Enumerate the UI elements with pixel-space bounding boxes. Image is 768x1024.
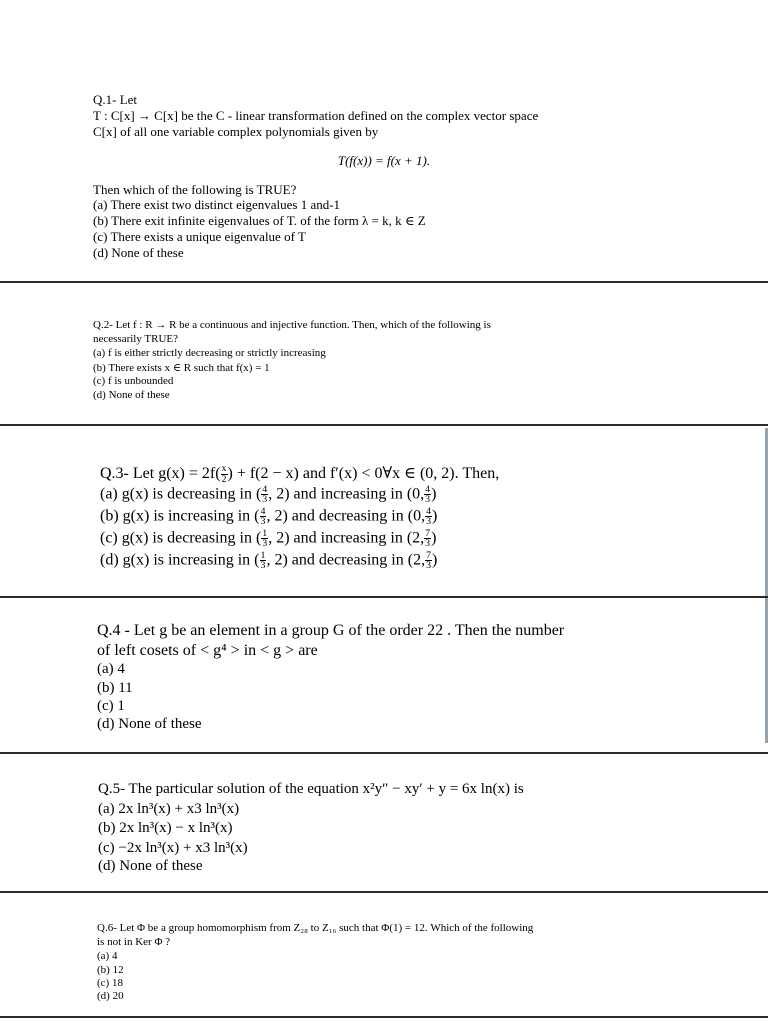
q6-line-2: is not in Ker Φ ? <box>97 936 171 948</box>
q3-stem-part-1: Q.3- Let g(x) = 2f( <box>100 465 221 482</box>
q3-option-c <box>100 529 436 549</box>
q2-option-b: (b) There exists x ∈ R such that f(x) = 1 <box>93 362 270 374</box>
numerator: 4 <box>260 506 266 517</box>
q1-prompt: Then which of the following is TRUE? <box>93 182 297 197</box>
q4-option-a: (a) 4 <box>97 661 125 677</box>
q1-option-b: (b) There exit infinite eigenvalues of T. of the form λ = k, k ∈ Z <box>93 213 426 228</box>
numerator: 4 <box>262 484 268 495</box>
q2-option-d: (d) None of these <box>93 389 170 401</box>
divider-4 <box>0 752 768 754</box>
q3-d-text-2: , 2) and decreasing in (2, <box>266 551 426 569</box>
divider-2 <box>0 424 768 426</box>
denominator: 3 <box>260 516 266 528</box>
divider-5 <box>0 891 768 893</box>
q3-c-text-2: , 2) and increasing in (2, <box>268 529 425 547</box>
q2-option-c: (c) f is unbounded <box>93 375 174 387</box>
q3-b-text-3: ) <box>432 507 438 525</box>
q2-line-1: Q.2- Let f : R → R be a continuous and injective function. Then, which of the following is <box>93 319 491 331</box>
q5-option-c: (c) −2x ln³(x) + x3 ln³(x) <box>98 840 248 856</box>
q3-option-b <box>100 507 437 527</box>
q4-line-2: of left cosets of < g⁴ > in < g > are <box>97 642 318 659</box>
numerator: x <box>221 463 227 475</box>
q5-option-a: (a) 2x ln³(x) + x3 ln³(x) <box>98 801 240 817</box>
q6-line-1: Q.6- Let Φ be a group homomorphism from Z₂₈ to Z₁₆ such that Φ(1) = 12. Which of the following <box>97 922 534 934</box>
q3-stem-fraction <box>221 464 228 484</box>
denominator: 3 <box>425 538 431 550</box>
denominator: 3 <box>425 494 431 506</box>
q3-b-text-1: (b) g(x) is increasing in ( <box>100 507 260 525</box>
q3-a-text-2: , 2) and increasing in (0, <box>268 485 425 503</box>
q4-option-c: (c) 1 <box>97 698 125 714</box>
q3-d-text-3: ) <box>432 551 438 569</box>
denominator: 3 <box>426 560 432 572</box>
q4-option-d: (d) None of these <box>97 716 202 732</box>
q3-d-fraction-2 <box>425 551 432 571</box>
divider-3 <box>0 596 768 598</box>
denominator: 3 <box>262 494 268 506</box>
numerator: 7 <box>425 528 431 539</box>
divider-1 <box>0 281 768 283</box>
q1-title: Q.1- Let <box>93 92 138 107</box>
q3-c-text-3: ) <box>431 529 437 547</box>
q3-a-text-1: (a) g(x) is decreasing in ( <box>100 485 262 503</box>
q3-option-d <box>100 551 437 571</box>
q3-c-text-1: (c) g(x) is decreasing in ( <box>100 529 262 547</box>
q3-b-fraction-2 <box>425 507 432 527</box>
numerator: 1 <box>262 528 268 539</box>
q1-line-1: T : C[x] → C[x] be the C - linear transformation defined on the complex vector space <box>93 108 539 123</box>
q3-d-text-1: (d) g(x) is increasing in ( <box>100 551 260 569</box>
q1-option-d: (d) None of these <box>93 245 184 260</box>
q6-option-d: (d) 20 <box>97 990 124 1002</box>
q3-option-a <box>100 485 436 505</box>
q6-option-c: (c) 18 <box>97 977 123 989</box>
numerator: 4 <box>426 506 432 517</box>
q1-option-c: (c) There exists a unique eigenvalue of T <box>93 229 306 244</box>
q6-option-b: (b) 12 <box>97 964 124 976</box>
q3-b-text-2: , 2) and decreasing in (0, <box>266 507 426 525</box>
denominator: 2 <box>221 473 227 485</box>
q1-formula: T(f(x)) = f(x + 1). <box>337 153 431 168</box>
q1-line-2: C[x] of all one variable complex polynomials given by <box>93 124 379 139</box>
q5-option-b: (b) 2x ln³(x) − x ln³(x) <box>98 820 233 836</box>
q2-line-2: necessarily TRUE? <box>93 333 179 345</box>
q6-option-a: (a) 4 <box>97 950 118 962</box>
divider-6 <box>0 1016 768 1018</box>
q5-option-d: (d) None of these <box>98 858 203 874</box>
q3-stem <box>100 463 499 484</box>
q1-option-a: (a) There exist two distinct eigenvalues 1 and-1 <box>93 197 341 212</box>
q3-a-text-3: ) <box>431 485 437 503</box>
numerator: 7 <box>426 550 432 561</box>
denominator: 3 <box>426 516 432 528</box>
q5-line-1: Q.5- The particular solution of the equation x²y″ − xy′ + y = 6x ln(x) is <box>98 781 524 797</box>
q3-stem-part-2: ) + f(2 − x) and f′(x) < 0∀x ∈ (0, 2). Then, <box>227 465 500 482</box>
denominator: 3 <box>262 538 268 550</box>
q4-option-b: (b) 11 <box>97 680 133 696</box>
denominator: 3 <box>260 560 266 572</box>
numerator: 1 <box>260 550 266 561</box>
q2-option-a: (a) f is either strictly decreasing or strictly increasing <box>93 347 326 359</box>
q4-line-1: Q.4 - Let g be an element in a group G of the order 22 . Then the number <box>97 622 565 639</box>
numerator: 4 <box>425 484 431 495</box>
